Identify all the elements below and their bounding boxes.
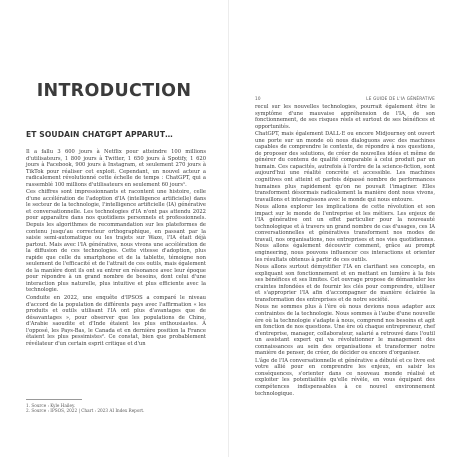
paragraph: recul sur les nouvelles technologies, pourrait également être le symptôme d'une mauvaise appréhension de l'IA, de son fonctionnement, de ses risques réels et surtout de ses bénéfices et opportunités. (255, 104, 435, 130)
footnote: 2. Source : IPSOS, 2022 | Chart : 2023 AI Index Report. (26, 408, 145, 414)
footnotes (26, 403, 206, 414)
paragraph: Il a fallu 3 600 jours à Netflix pour atteindre 100 millions d'utilisateurs, 1 800 jours à Twitter, 1 650 jours à Spotify, 1 620 jours à Facebook, 900 jours à Instagram, et seulement 270 jours à TikTok pour réaliser cet exploit. Cependant, un nouvel acteur a radicalement révolutionné cette échelle de temps : ChatGPT, qui a rassemblé 100 millions d'utilisateurs en seulement 60 jours¹. (26, 149, 206, 188)
paragraph: Nous allons explorer les implications de cette révolution et son impact sur le monde de l'entreprise et les métiers. Les enjeux de l'IA générative ont un effet particulier pour la nouveauté technologique et à travers un grand nombre de cas d'usages, ces IA conversationnelles et génératives transforment nos modes de travail, nos organisations, nos entreprises et nos vies quotidiennes. Nous allons également découvrir comment, grâce au prompt engineering, nous pouvons influencer ces interactions et orienter les résultats obtenus à partir de ces outils. (255, 204, 435, 263)
paragraph: ChatGPT, mais également DALL·E ou encore Midjourney ont ouvert une porte sur un monde où nous dialoguons avec des machines capables de comprendre le contexte, de répondre à nos questions, de proposer des solutions, de créer de nouvelles idées et même de générer du contenu de qualité comparable à celui produit par un humain. Ces capacités, autrefois à l'ordre de la science-fiction, sont aujourd'hui une réalité concrète et accessible. Les machines cognitives ont atteint et parfois dépassé nombre de performances humaines plus rapidement qu'on ne pouvait l'imaginer. Elles transforment désormais radicalement la manière dont nous vivons, travaillons et interagissons avec le monde qui nous entoure. (255, 131, 435, 203)
footnote: 1. Source : Kyle Hailey. (26, 403, 76, 408)
left-page (0, 0, 228, 457)
paragraph: Nous allons surtout démystifier l'IA en clarifiant ses concepts, en expliquant son fonctionnement et en mettant en lumière à la fois ses bénéfices et ses limites. Cet ouvrage propose de démanteler les craintes infondées et de fournir les clés pour comprendre, utiliser et s'approprier l'IA afin d'accompagner de manière éclairée la transformation des entreprises et de notre société. (255, 264, 435, 303)
right-page (229, 0, 457, 457)
chapter-title: INTRODUCTION (36, 81, 192, 101)
page-number: 10 (255, 96, 261, 101)
paragraph: L'âge de l'IA conversationnelle et générative a débuté et ce livre est votre allié pour en comprendre les enjeux, en saisir les conséquences, s'orienter dans ce nouveau monde réalisé et exploiter les potentialités qu'elle révèle, en vous équipant des compétences indispensables à ce nouvel environnement technologique. (255, 357, 435, 397)
paragraph: Ces chiffres sont impressionnants et racontent une histoire, celle d'une accélération de l'adoption d'IA (intelligence artificielle) dans le secteur de la technologie, l'intelligence artificielle (IA) générative et conversationnelle. Les technologies d'IA n'ont pas attendu 2022 pour apparaître dans nos quotidiens personnels et professionnels. Depuis les algorithmes de recommandation sur les plateformes de contenu jusqu'au correcteur orthographique, en passant par la saisie semi-automatique ou les trajets sur Waze, l'IA était déjà partout. Mais avec l'IA générative, nous vivons une accélération de la diffusion de ces technologies. Cette vitesse d'adoption, plus rapide que celle du smartphone et de la tablette, témoigne non seulement de l'efficacité et de l'attrait de ces outils, mais également de la manière dont ils ont su entrer en résonance avec leur époque pour répondre à un grand nombre de besoins, dont celui d'une interaction plus naturelle, plus intuitive et plus efficiente avec la technologie. (26, 189, 206, 294)
section-title: ET SOUDAIN CHATGPT APPARUT… (26, 130, 173, 139)
left-body-text (26, 149, 206, 348)
paragraph: Conduite en 2022, une enquête d'IPSOS a comparé le niveau d'accord de la population de différents pays avec l'affirmation « les produits et outils utilisant l'IA ont plus d'avantages que de désavantages », pour observer que les populations de Chine, d'Arabie saoudite et d'Inde étaient les plus enthousiastes. À l'opposé, les Pays-Bas, le Canada et en dernière position la France étaient les plus pessimistes². Ce constat, bien que probablement révélateur d'un certain esprit critique et d'un (26, 295, 206, 347)
right-body-text (255, 104, 435, 398)
footnote-divider (26, 399, 82, 400)
paragraph: Nous ne sommes plus à l'ère où nous devions nous adapter aux contraintes de la technologie. Nous sommes à l'aube d'une nouvelle ère où la technologie s'adapte à nous, comprend nos besoins et agit en fonction de nos questions. Une ère où chaque entrepreneur, chef d'entreprise, manager, collaborateur, salarié a retrouvé dans l'outil un assistant expert qui va révolutionner le management des connaissances au sein des organisations et transformer notre manière de penser, de créer, de décider ou encore d'organiser. (255, 304, 435, 357)
running-title: LE GUIDE DE L'IA GÉNÉRATIVE (366, 96, 435, 101)
